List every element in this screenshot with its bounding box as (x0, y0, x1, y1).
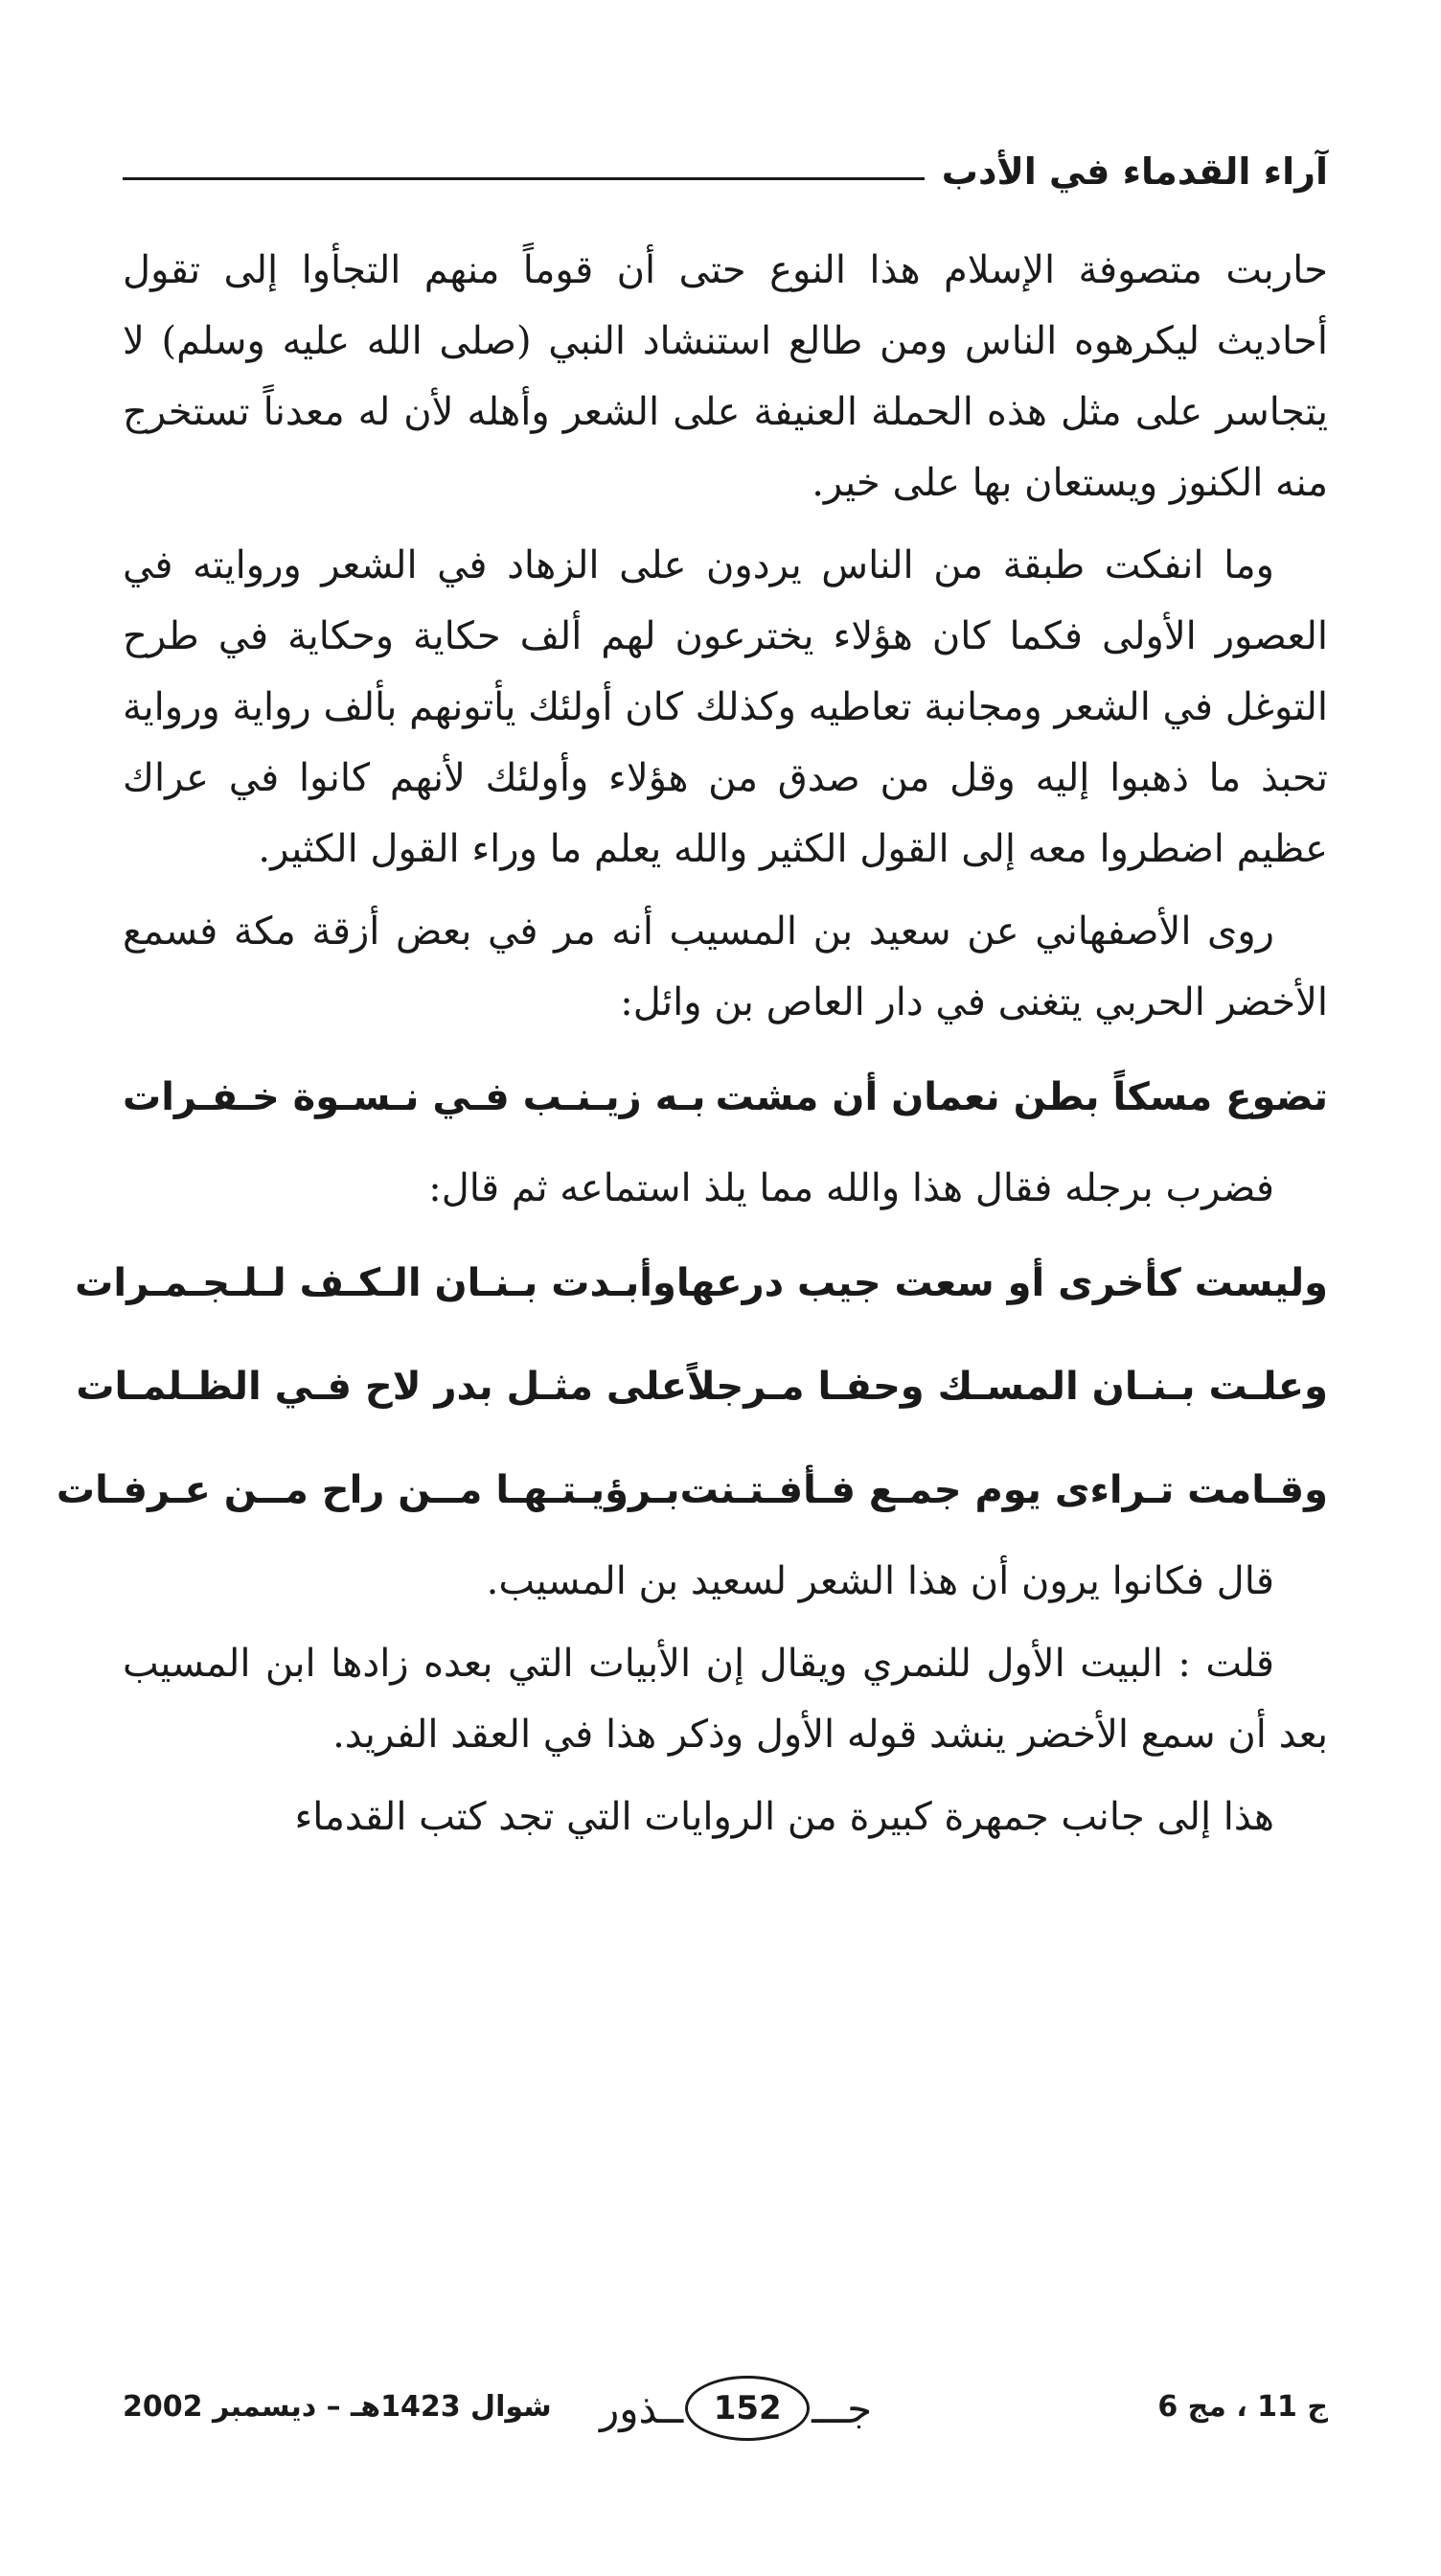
paragraph-2: وما انفكت طبقة من الناس يردون على الزهاد في الشعر وروايته في العصور الأولى فكما كان هؤلاء يخترعون لهم ألف حكاية وحكاية في طرح التوغل في الشعر ومجانبة تعاطيه وكذلك كان أولئك يأتونهم بألف رواية ورواية تحبذ ما ذهبوا إليه وقل من صدق من هؤلاء وأولئك لأنهم كانوا في عراك عظيم اضطروا معه إلى القول الكثير والله يعلم ما وراء القول الكثير. (123, 543, 1329, 871)
paragraph-6: قلت : البيت الأول للنمري ويقال إن الأبيات التي بعده زادها ابن المسيب بعد أن سمع الأخضر ينشد قوله الأول وذكر هذا في العقد الفريد. (123, 1642, 1328, 1757)
verse-line (123, 1049, 1328, 1145)
page-footer (123, 2377, 1328, 2444)
verse-first-hemistich: وليست كأخرى أو سعت جيب درعها (675, 1261, 1328, 1305)
verse-second-hemistich: وأبـدت بـنـان الـكـف لـلـجـمـرات (75, 1261, 676, 1305)
verse-second-hemistich: بـرؤيـتـهـا مــن راح مــن عـرفـات (56, 1468, 680, 1512)
running-header (123, 132, 1328, 193)
issue-date: شوال 1423هـ – ديسمبر 2002 (123, 2390, 552, 2424)
logo-text-right: جـــ (812, 2384, 873, 2432)
page-body (56, 235, 1329, 1864)
paragraph-1: حاربت متصوفة الإسلام هذا النوع حتى أن قوماً منهم التجأوا إلى تقول أحاديث ليكرهوه الناس ومن طالع استنشاد النبي (صلى الله عليه وسلم) لا يتجاسر على مثل هذه الحملة العنيفة على الشعر وأهله لأن له معدناً تستخرج منه الكنوز ويستعان بها على خير. (123, 248, 1329, 505)
verse-first-hemistich: وعلـت بـنـان المسـك وحفـا مـرجلاً (687, 1365, 1328, 1409)
verse-second-hemistich: بـه زيـنـب فـي نـسـوة خـفـرات (123, 1075, 706, 1119)
header-rule (123, 177, 925, 180)
verse-second-hemistich: على مثـل بدر لاح فـي الظـلمـات (76, 1365, 688, 1409)
paragraph-7: هذا إلى جانب جمهرة كبيرة من الروايات التي تجد كتب القدماء (294, 1795, 1274, 1839)
paragraph-5: قال فكانوا يرون أن هذا الشعر لسعيد بن المسيب. (486, 1559, 1274, 1603)
verse-line (75, 1235, 1328, 1331)
verse-line (76, 1339, 1328, 1435)
header-title: آراء القدماء في الأدب (941, 150, 1328, 193)
verse-first-hemistich: تضوع مسكاً بطن نعمان أن مشت (715, 1075, 1328, 1119)
page-number: 152 (685, 2376, 810, 2441)
paragraph-3: روى الأصفهاني عن سعيد بن المسيب أنه مر في بعض أزقة مكة فسمع الأخضر الحربي يتغنى في دار العاص بن وائل: (123, 909, 1328, 1024)
journal-logo (535, 2377, 937, 2440)
paragraph-4: فضرب برجله فقال هذا والله مما يلذ استماعه ثم قال: (428, 1166, 1274, 1210)
verse-first-hemistich: وقـامت تـراءى يوم جمـع فـأفـتـنت (679, 1468, 1328, 1512)
issue-info: ج 11 ، مج 6 (1157, 2390, 1328, 2424)
logo-text-left: ــذور (599, 2384, 684, 2432)
verse-line (56, 1442, 1328, 1538)
